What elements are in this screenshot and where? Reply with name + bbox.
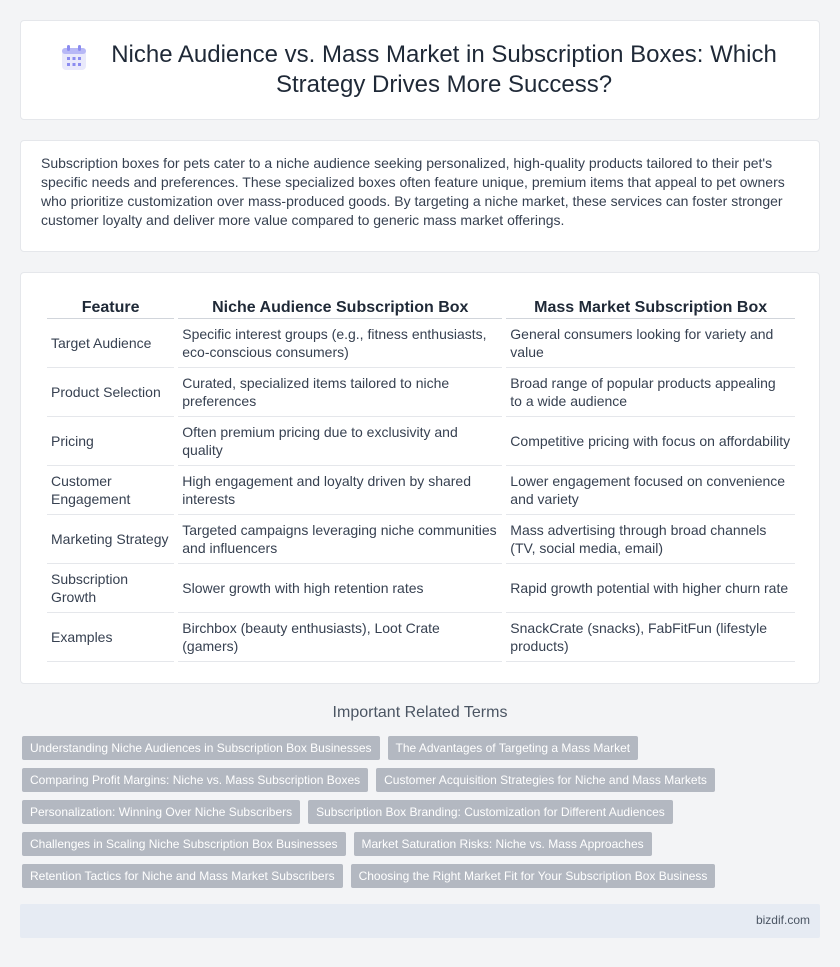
calendar-grid-icon [61, 45, 87, 71]
feature-cell: Customer Engagement [47, 466, 174, 515]
related-term-tag[interactable]: Personalization: Winning Over Niche Subscribers [22, 800, 300, 824]
feature-cell: Product Selection [47, 368, 174, 417]
title-wrap [61, 21, 779, 119]
intro-paragraph: Subscription boxes for pets cater to a niche audience seeking personalized, high-quality products tailored to their pet's specific needs and preferences. These specialized boxes often feature unique, premium items that appeal to pet owners who prioritize customization over mass-produced goods. By targeting a niche market, these services can foster stronger customer loyalty and deliver more value compared to generic mass market offerings. [41, 155, 785, 228]
intro-card [20, 140, 820, 252]
mass-cell: Lower engagement focused on convenience and variety [506, 466, 795, 515]
related-term-tag[interactable]: Retention Tactics for Niche and Mass Market Subscribers [22, 864, 343, 888]
feature-cell: Marketing Strategy [47, 515, 174, 564]
related-terms-title: Important Related Terms [332, 704, 508, 721]
tag-row [22, 736, 822, 760]
related-term-tag[interactable]: Understanding Niche Audiences in Subscription Box Businesses [22, 736, 380, 760]
niche-cell: Slower growth with high retention rates [178, 564, 502, 613]
related-term-tag[interactable]: Customer Acquisition Strategies for Niche and Mass Markets [376, 768, 715, 792]
table-row [47, 564, 795, 613]
table-row [47, 368, 795, 417]
comparison-table [43, 297, 799, 662]
niche-cell: Birchbox (beauty enthusiasts), Loot Crate (gamers) [178, 613, 502, 662]
footer-brand[interactable]: bizdif.com [755, 913, 810, 927]
mass-cell: Broad range of popular products appealing to a wide audience [506, 368, 795, 417]
related-term-tag[interactable]: Market Saturation Risks: Niche vs. Mass Approaches [354, 832, 652, 856]
niche-cell: High engagement and loyalty driven by shared interests [178, 466, 502, 515]
table-row [47, 319, 795, 368]
niche-cell: Specific interest groups (e.g., fitness enthusiasts, eco-conscious consumers) [178, 319, 502, 368]
feature-cell: Subscription Growth [47, 564, 174, 613]
footer-bar [20, 904, 820, 938]
feature-cell: Target Audience [47, 319, 174, 368]
mass-cell: Rapid growth potential with higher churn rate [506, 564, 795, 613]
related-term-tag[interactable]: Challenges in Scaling Niche Subscription Box Businesses [22, 832, 346, 856]
feature-cell: Examples [47, 613, 174, 662]
niche-cell: Targeted campaigns leveraging niche communities and influencers [178, 515, 502, 564]
header-card [20, 20, 820, 120]
page-title: Niche Audience vs. Mass Market in Subscription Boxes: Which Strategy Drives More Success? [111, 41, 777, 98]
related-term-tag[interactable]: The Advantages of Targeting a Mass Market [388, 736, 639, 760]
mass-cell: SnackCrate (snacks), FabFitFun (lifestyle products) [506, 613, 795, 662]
niche-cell: Often premium pricing due to exclusivity and quality [178, 417, 502, 466]
tag-row [22, 800, 822, 824]
table-row [47, 466, 795, 515]
niche-cell: Curated, specialized items tailored to niche preferences [178, 368, 502, 417]
related-term-tag[interactable]: Choosing the Right Market Fit for Your Subscription Box Business [351, 864, 716, 888]
feature-cell: Pricing [47, 417, 174, 466]
mass-cell: Mass advertising through broad channels (TV, social media, email) [506, 515, 795, 564]
table-header-row [47, 297, 795, 319]
mass-cell: General consumers looking for variety and value [506, 319, 795, 368]
header-feature: Feature [47, 297, 174, 319]
mass-cell: Competitive pricing with focus on affordability [506, 417, 795, 466]
table-row [47, 613, 795, 662]
tag-row [22, 768, 822, 792]
tag-row [22, 864, 822, 888]
related-terms-list [22, 736, 822, 896]
tag-row [22, 832, 822, 856]
table-row [47, 417, 795, 466]
header-mass: Mass Market Subscription Box [506, 297, 795, 319]
related-term-tag[interactable]: Comparing Profit Margins: Niche vs. Mass Subscription Boxes [22, 768, 368, 792]
header-niche: Niche Audience Subscription Box [178, 297, 502, 319]
comparison-table-card [20, 272, 820, 684]
related-term-tag[interactable]: Subscription Box Branding: Customization for Different Audiences [308, 800, 673, 824]
table-row [47, 515, 795, 564]
